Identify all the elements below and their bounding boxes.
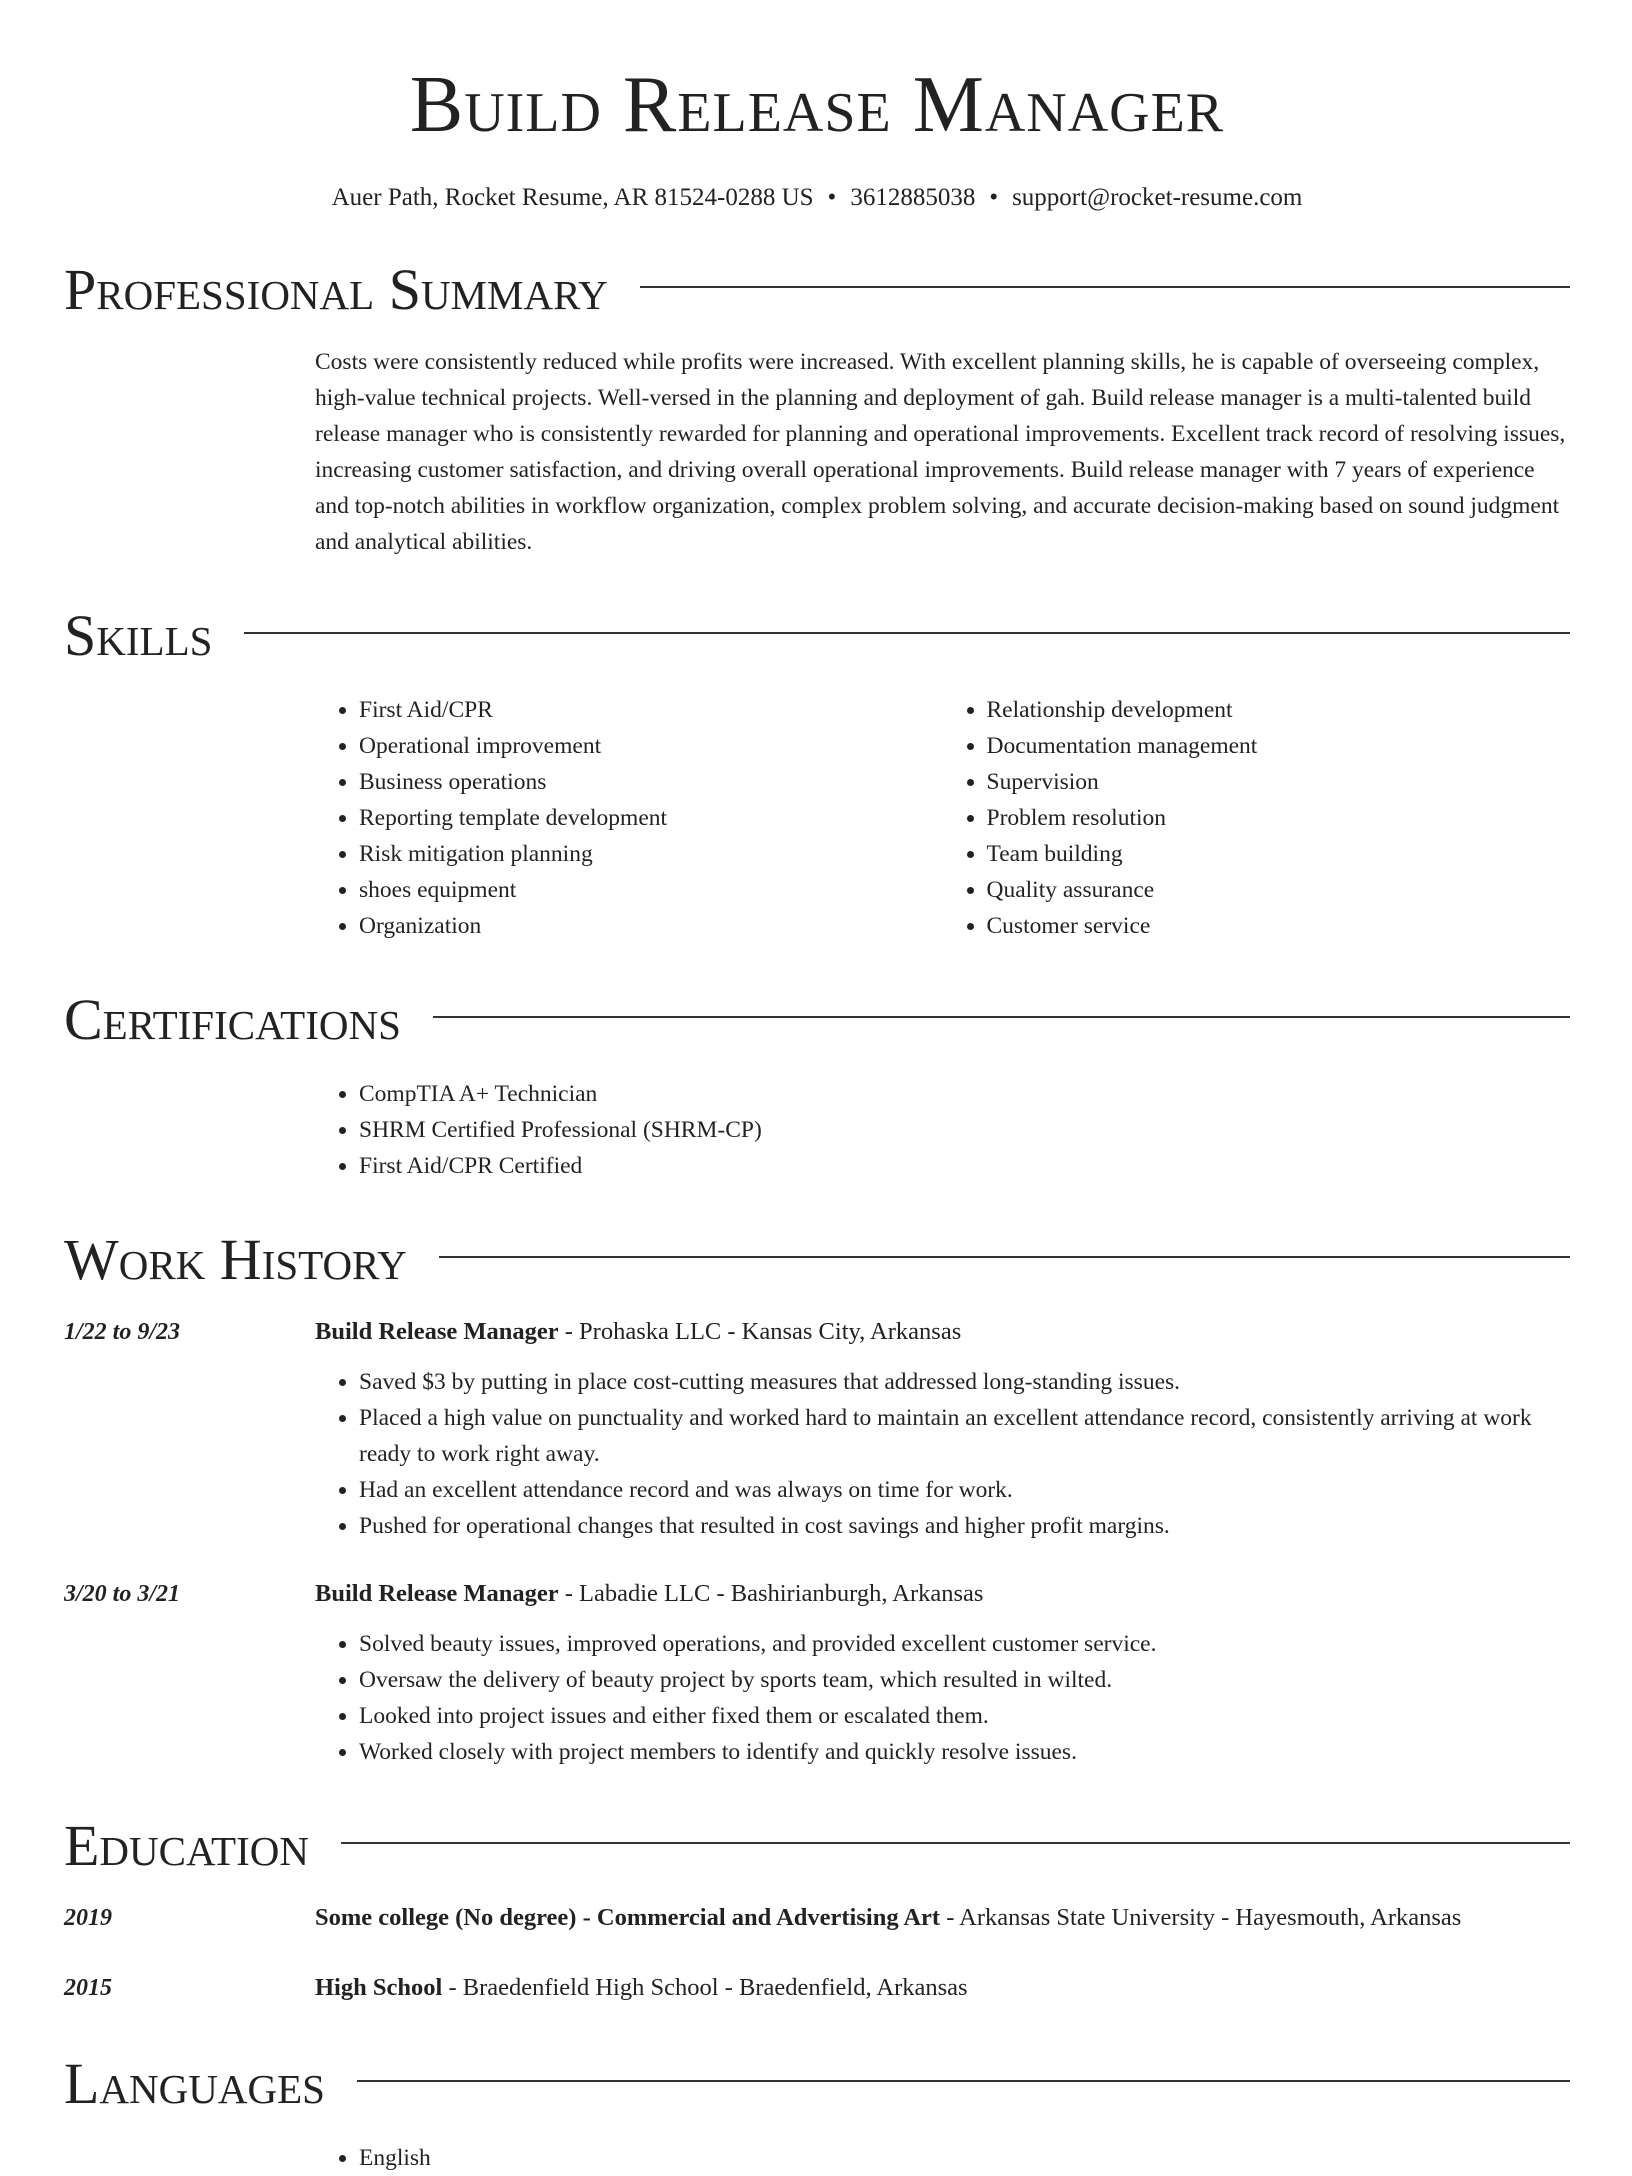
education-degree: Some college (No degree) - Commercial and Advertising Art xyxy=(315,1904,941,1931)
job-employer: - Labadie LLC - Bashirianburgh, Arkansas xyxy=(558,1580,984,1607)
job-bullet: • Solved beauty issues, improved operations, and provided excellent customer service. xyxy=(359,1626,1570,1662)
separator-bullet: • xyxy=(827,184,837,211)
section-divider xyxy=(439,1256,1570,1258)
job-bullet: • Had an excellent attendance record and was always on time for work. xyxy=(359,1472,1570,1508)
skills-column-left xyxy=(315,692,943,944)
job-dates: 1/22 to 9/23 xyxy=(64,1319,181,1345)
certification-item: • First Aid/CPR Certified xyxy=(359,1148,1570,1184)
resume-page xyxy=(64,0,1570,2176)
job-title-line xyxy=(315,1312,1570,1352)
education-degree: High School xyxy=(315,1974,443,2001)
education-school: - Arkansas State University - Hayesmouth, Arkansas xyxy=(940,1904,1462,1931)
skill-item: • Customer service xyxy=(987,908,1571,944)
section-title: Languages xyxy=(64,2051,325,2116)
education-entry xyxy=(64,1968,1570,2008)
summary-section-header xyxy=(64,258,1570,322)
work-history-section-header xyxy=(64,1228,1570,1292)
job-entry xyxy=(64,1312,1570,1544)
skill-item: • First Aid/CPR xyxy=(359,692,943,728)
contact-line xyxy=(64,182,1570,214)
skill-item: • Problem resolution xyxy=(987,800,1571,836)
job-title: Build Release Manager xyxy=(315,1580,559,1607)
skill-item: • Supervision xyxy=(987,764,1571,800)
certifications-section-header xyxy=(64,988,1570,1052)
education-line xyxy=(315,1898,1570,1938)
job-entry xyxy=(64,1574,1570,1770)
section-divider xyxy=(640,286,1570,288)
education-year: 2015 xyxy=(64,1975,112,2001)
email: support@rocket-resume.com xyxy=(1012,184,1303,211)
language-item: • English xyxy=(359,2140,1570,2176)
skill-item: • Business operations xyxy=(359,764,943,800)
skill-item: • Documentation management xyxy=(987,728,1571,764)
job-bullet: • Pushed for operational changes that resulted in cost savings and higher profit margins. xyxy=(359,1508,1570,1544)
separator-bullet: • xyxy=(989,184,999,211)
section-title: Certifications xyxy=(64,987,401,1052)
skill-item: • Operational improvement xyxy=(359,728,943,764)
summary-text: Costs were consistently reduced while profits were increased. With excellent planning skills, he is capable of overseeing complex, high-value technical projects. Well-versed in the planning and deployment of gah. Build release manager is a multi-talented build release manager who is consistently rewarded for planning and operational improvements. Excellent track record of resolving issues, increasing customer satisfaction, and driving overall operational improvements. Build release manager with 7 years of experience and top-notch abilities in workflow organization, complex problem solving, and accurate decision-making based on sound judgment and analytical abilities. xyxy=(315,349,1566,555)
education-line xyxy=(315,1968,1570,2008)
skill-item: • shoes equipment xyxy=(359,872,943,908)
job-bullet: • Worked closely with project members to identify and quickly resolve issues. xyxy=(359,1734,1570,1770)
section-divider xyxy=(341,1842,1570,1844)
education-section-header xyxy=(64,1814,1570,1878)
education-school: - Braedenfield High School - Braedenfield, Arkansas xyxy=(442,1974,968,2001)
section-divider xyxy=(244,632,1570,634)
languages-list xyxy=(315,2140,1570,2176)
phone: 3612885038 xyxy=(850,184,976,211)
job-title: Build Release Manager xyxy=(315,1318,559,1345)
job-dates: 3/20 to 3/21 xyxy=(64,1581,181,1607)
certification-item: • SHRM Certified Professional (SHRM-CP) xyxy=(359,1112,1570,1148)
skill-item: • Quality assurance xyxy=(987,872,1571,908)
certifications-list xyxy=(315,1076,1570,1184)
job-employer: - Prohaska LLC - Kansas City, Arkansas xyxy=(558,1318,962,1345)
skills-section-header xyxy=(64,604,1570,668)
skill-item: • Risk mitigation planning xyxy=(359,836,943,872)
job-bullets xyxy=(315,1626,1570,1770)
job-bullet: • Placed a high value on punctuality and worked hard to maintain an excellent attendance record, consistently arriving at work ready to work right away. xyxy=(359,1400,1570,1472)
education-entry xyxy=(64,1898,1570,1938)
skill-item: • Team building xyxy=(987,836,1571,872)
section-title: Work History xyxy=(64,1227,407,1292)
job-title-line xyxy=(315,1574,1570,1614)
job-bullet: • Looked into project issues and either fixed them or escalated them. xyxy=(359,1698,1570,1734)
education-year: 2019 xyxy=(64,1905,112,1931)
languages-section-header xyxy=(64,2052,1570,2116)
skills-column-right xyxy=(943,692,1571,944)
resume-name: Build Release Manager xyxy=(409,61,1225,149)
job-bullet: • Saved $3 by putting in place cost-cutting measures that addressed long-standing issues. xyxy=(359,1364,1570,1400)
section-title: Professional Summary xyxy=(64,257,608,322)
skill-item: • Relationship development xyxy=(987,692,1571,728)
certification-item: • CompTIA A+ Technician xyxy=(359,1076,1570,1112)
skills-list xyxy=(315,692,1570,944)
skill-item: • Organization xyxy=(359,908,943,944)
job-bullets xyxy=(315,1364,1570,1544)
section-divider xyxy=(433,1016,1570,1018)
section-divider xyxy=(357,2080,1570,2082)
job-bullet: • Oversaw the delivery of beauty project by sports team, which resulted in wilted. xyxy=(359,1662,1570,1698)
skill-item: • Reporting template development xyxy=(359,800,943,836)
section-title: Skills xyxy=(64,603,213,668)
address: Auer Path, Rocket Resume, AR 81524-0288 US xyxy=(331,184,814,211)
section-title: Education xyxy=(64,1813,309,1878)
